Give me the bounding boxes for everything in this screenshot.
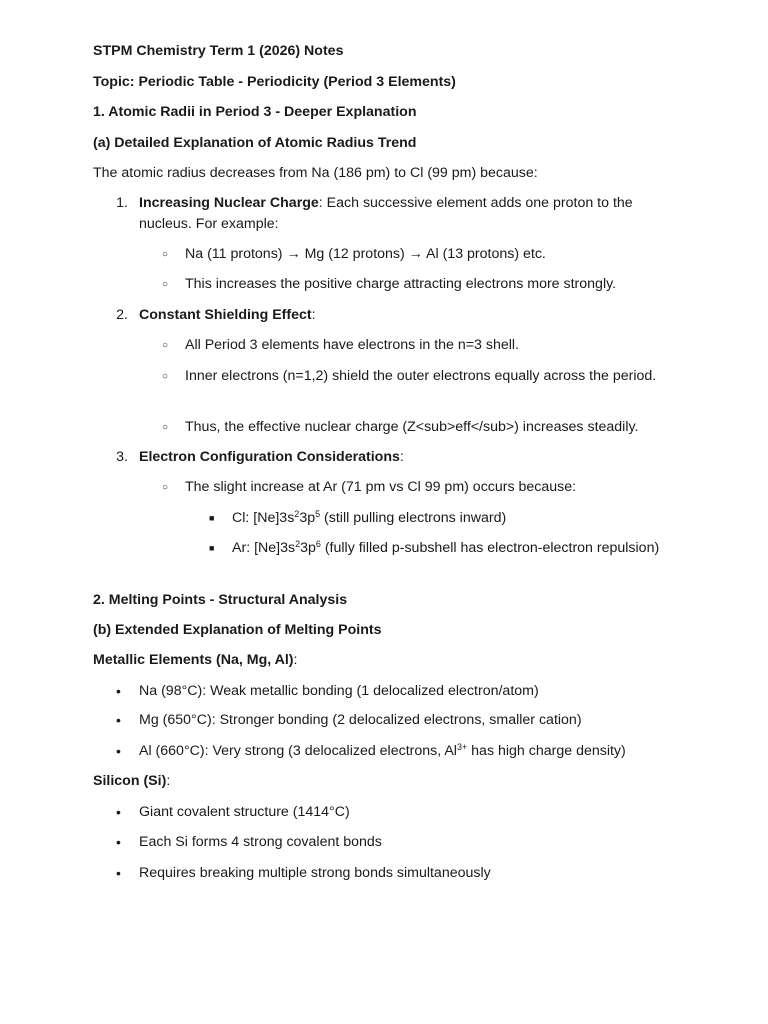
- circle-bullet-icon: ○: [162, 279, 169, 290]
- bullet-icon: •: [116, 865, 121, 881]
- config-cl: Cl: $[Ne]3s^23p^5$ (still pulling electrons inward): [232, 509, 507, 526]
- list-item: Giant covalent structure (1414°C): [139, 804, 350, 820]
- list-item-text: :: [399, 449, 404, 465]
- section-1a-heading: (a) Detailed Explanation of Atomic Radius Trend: [93, 135, 417, 151]
- silicon-label: Silicon (Si):: [93, 773, 171, 789]
- circle-bullet-icon: ○: [162, 371, 169, 382]
- sub-list-item: Inner electrons (n=1,2) shield the outer electrons equally across the period.: [185, 368, 657, 384]
- list-item-term: Electron Configuration Considerations: [139, 449, 400, 465]
- bullet-icon: •: [116, 834, 121, 850]
- list-number: 1.: [116, 195, 128, 211]
- list-item-text: :: [311, 307, 316, 323]
- bullet-icon: •: [116, 743, 121, 759]
- list-item: [139, 447, 404, 468]
- square-bullet-icon: ■: [209, 513, 215, 523]
- bullet-icon: •: [116, 683, 121, 699]
- bullet-icon: •: [116, 712, 121, 728]
- config-ar: Ar: $[Ne]3s^23p^6$ (fully filled p-subshell has electron-electron repulsion): [232, 539, 660, 556]
- list-item-term: Increasing Nuclear Charge: [139, 195, 319, 211]
- square-bullet-icon: ■: [209, 543, 215, 553]
- doc-title: STPM Chemistry Term 1 (2026) Notes: [93, 43, 344, 59]
- circle-bullet-icon: ○: [162, 422, 169, 433]
- sub-list-item: The slight increase at Ar (71 pm vs Cl 99 pm) occurs because:: [185, 479, 577, 495]
- list-item: [139, 305, 316, 326]
- list-item: Requires breaking multiple strong bonds simultaneously: [139, 865, 491, 881]
- section-2b-heading: (b) Extended Explanation of Melting Points: [93, 622, 382, 638]
- section-1-heading: 1. Atomic Radii in Period 3 - Deeper Explanation: [93, 104, 417, 120]
- sub-list-item: Na (11 protons) → Mg (12 protons) → Al (13 protons) etc.: [185, 246, 546, 262]
- circle-bullet-icon: ○: [162, 249, 169, 260]
- bullet-icon: •: [116, 804, 121, 820]
- list-number: 3.: [116, 449, 128, 465]
- metallic-label: Metallic Elements (Na, Mg, Al):: [93, 652, 298, 668]
- list-item-term: Constant Shielding Effect: [139, 307, 312, 323]
- sub-list-item: This increases the positive charge attracting electrons more strongly.: [185, 276, 617, 292]
- doc-topic: Topic: Periodic Table - Periodicity (Period 3 Elements): [93, 74, 456, 90]
- sub-list-item: Thus, the effective nuclear charge (Z<sub>eff</sub>) increases steadily.: [185, 419, 639, 435]
- list-item-text: : Each successive element adds one proton to the nucleus. For example:: [139, 195, 633, 232]
- section-1-intro: The atomic radius decreases from Na (186 pm) to Cl (99 pm) because:: [93, 165, 538, 181]
- circle-bullet-icon: ○: [162, 482, 169, 493]
- sub-list-item: All Period 3 elements have electrons in the n=3 shell.: [185, 337, 519, 353]
- list-item: Each Si forms 4 strong covalent bonds: [139, 834, 382, 850]
- section-2-heading: 2. Melting Points - Structural Analysis: [93, 592, 348, 608]
- list-number: 2.: [116, 307, 128, 323]
- list-item: Na (98°C): Weak metallic bonding (1 delocalized electron/atom): [139, 683, 539, 699]
- list-item: [139, 193, 679, 234]
- list-item: Al (660°C): Very strong (3 delocalized electrons, $Al^{3+}$ has high charge density): [139, 742, 626, 759]
- circle-bullet-icon: ○: [162, 340, 169, 351]
- list-item: Mg (650°C): Stronger bonding (2 delocalized electrons, smaller cation): [139, 712, 582, 728]
